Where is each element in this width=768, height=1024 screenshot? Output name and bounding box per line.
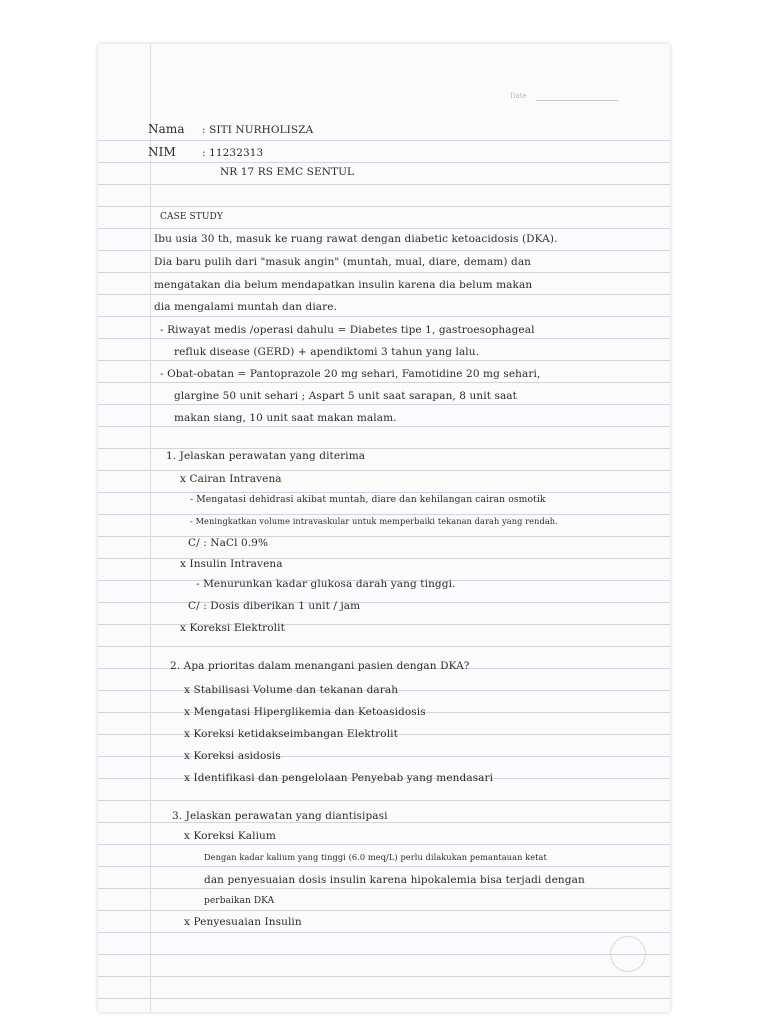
rule-line (98, 228, 670, 229)
rule-line (98, 602, 670, 603)
nim-value: : 11232313 (202, 147, 264, 159)
rule-line (98, 514, 670, 515)
rule-line (98, 844, 670, 845)
answer-line: Dengan kadar kalium yang tinggi (6.0 meq/L) perlu dilakukan pemantauan ketat (204, 852, 547, 862)
date-label: Date (510, 92, 527, 100)
case-line: refluk disease (GERD) + apendiktomi 3 tahun yang lalu. (174, 346, 480, 358)
case-line: glargine 50 unit sehari ; Aspart 5 unit saat sarapan, 8 unit saat (174, 390, 517, 402)
question-1: 1. Jelaskan perawatan yang diterima (166, 450, 366, 462)
case-line: - Riwayat medis /operasi dahulu = Diabetes tipe 1, gastroesophageal (160, 324, 535, 336)
case-line: makan siang, 10 unit saat makan malam. (174, 412, 397, 424)
answer-line: x Koreksi Kalium (184, 830, 276, 842)
rule-line (98, 162, 670, 163)
rule-line (98, 646, 670, 647)
answer-line: x Mengatasi Hiperglikemia dan Ketoasidosis (184, 706, 426, 718)
rule-line (98, 492, 670, 493)
rule-line (98, 426, 670, 427)
rule-line (98, 184, 670, 185)
nama-value: : SITI NURHOLISZA (202, 124, 314, 136)
rule-line (98, 382, 670, 383)
rule-line (98, 404, 670, 405)
answer-line: x Cairan Intravena (180, 473, 282, 485)
brand-stamp-mark (610, 936, 646, 972)
rule-line (98, 536, 670, 537)
rule-line (98, 976, 670, 977)
rule-line (98, 888, 670, 889)
answer-line: dan penyesuaian dosis insulin karena hipokalemia bisa terjadi dengan (204, 874, 585, 886)
rule-line (98, 338, 670, 339)
rule-line (98, 932, 670, 933)
case-line: dia mengalami muntah dan diare. (154, 301, 338, 313)
answer-line: x Penyesuaian Insulin (184, 916, 302, 928)
answer-line: x Koreksi ketidakseimbangan Elektrolit (184, 728, 398, 740)
rule-line (98, 470, 670, 471)
answer-line: C/ : NaCl 0.9% (188, 537, 269, 549)
rule-line (98, 910, 670, 911)
rule-line (98, 206, 670, 207)
case-line: - Obat-obatan = Pantoprazole 20 mg sehari, Famotidine 20 mg sehari, (160, 368, 541, 380)
answer-line: x Koreksi Elektrolit (180, 622, 285, 634)
answer-line: x Stabilisasi Volume dan tekanan darah (184, 684, 399, 696)
rule-line (98, 822, 670, 823)
nim-label: NIM (148, 145, 176, 159)
rule-line (98, 140, 670, 141)
rule-line (98, 360, 670, 361)
notebook-page (98, 44, 670, 1012)
answer-line: perbaikan DKA (204, 896, 275, 906)
case-line: Dia baru pulih dari "masuk angin" (muntah, mual, diare, demam) dan (154, 256, 532, 268)
nama-label: Nama (148, 122, 185, 136)
rule-line (98, 998, 670, 999)
rule-line (98, 954, 670, 955)
rule-line (98, 294, 670, 295)
date-line (536, 100, 618, 101)
case-title: CASE STUDY (160, 212, 223, 222)
answer-line: x Identifikasi dan pengelolaan Penyebab yang mendasari (184, 772, 494, 784)
case-line: Ibu usia 30 th, masuk ke ruang rawat dengan diabetic ketoacidosis (DKA). (154, 233, 558, 245)
rule-line (98, 316, 670, 317)
answer-line: - Meningkatkan volume intravaskular untuk memperbaiki tekanan darah yang rendah. (190, 516, 558, 526)
answer-line: C/ : Dosis diberikan 1 unit / jam (188, 600, 361, 612)
place-line: NR 17 RS EMC SENTUL (220, 166, 355, 178)
rule-line (98, 866, 670, 867)
rule-line (98, 272, 670, 273)
rule-line (98, 800, 670, 801)
rule-line (98, 250, 670, 251)
question-2: 2. Apa prioritas dalam menangani pasien dengan DKA? (170, 660, 470, 672)
case-line: mengatakan dia belum mendapatkan insulin karena dia belum makan (154, 279, 533, 291)
answer-line: x Insulin Intravena (180, 558, 283, 570)
rule-line (98, 448, 670, 449)
answer-line: x Koreksi asidosis (184, 750, 281, 762)
answer-line: - Mengatasi dehidrasi akibat muntah, diare dan kehilangan cairan osmotik (190, 494, 546, 505)
answer-line: - Menurunkan kadar glukosa darah yang tinggi. (196, 578, 456, 590)
question-3: 3. Jelaskan perawatan yang diantisipasi (172, 810, 388, 822)
